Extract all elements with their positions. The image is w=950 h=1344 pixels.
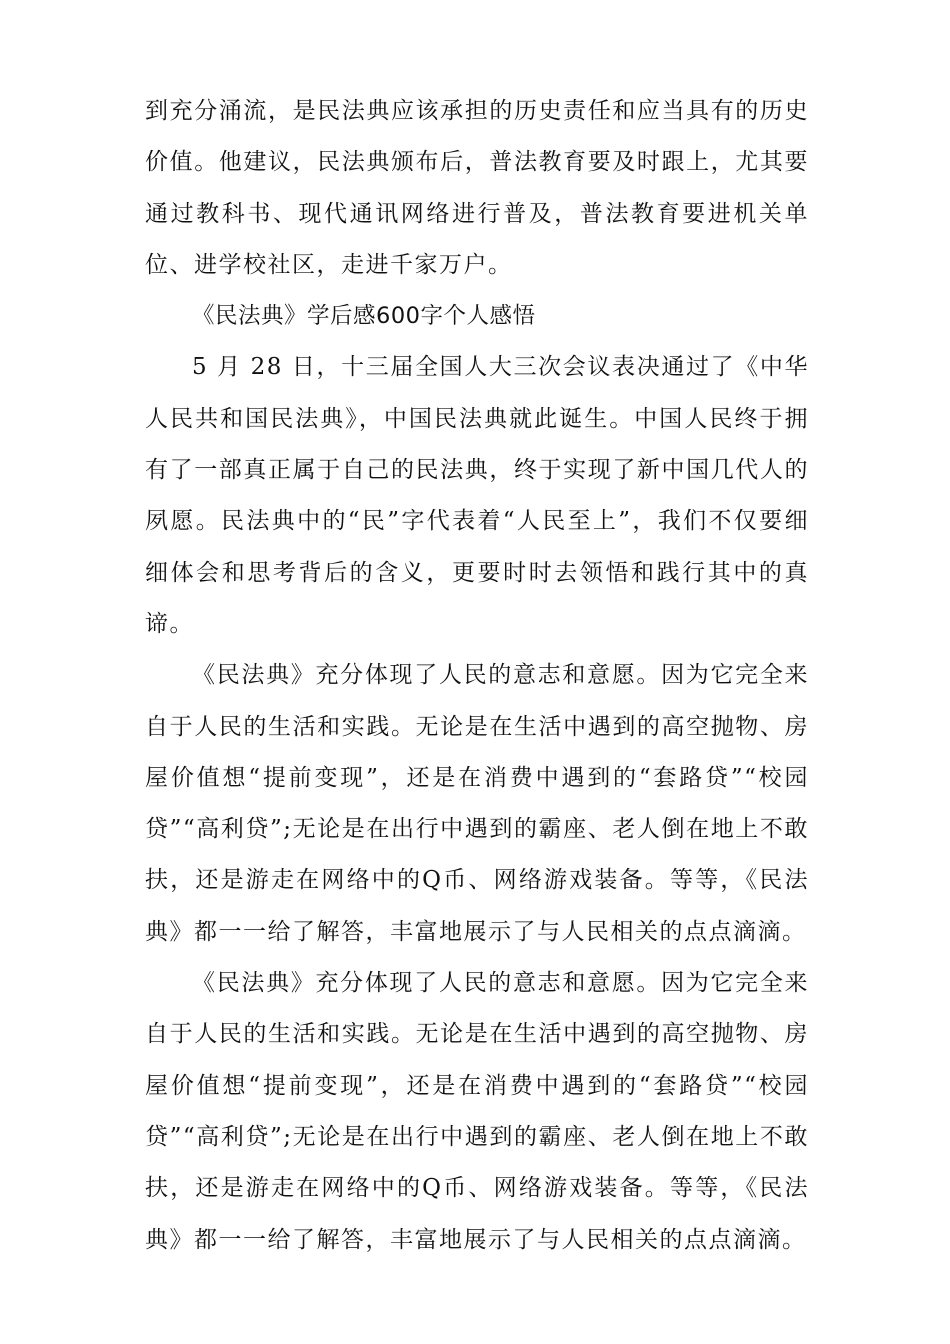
paragraph-body-1: 《民法典》充分体现了人民的意志和意愿。因为它完全来自于人民的生活和实践。无论是在生活中遇到的高空抛物、房屋价值想“提前变现”，还是在消费中遇到的“套路贷”“校园贷”“高利贷”;无论是在出行中遇到的霸座、老人倒在地上不敢扶，还是游走在网络中的Q币、网络游戏装备。等等，《民法典》都一一给了解答，丰富地展示了与人民相关的点点滴滴。 <box>145 662 809 945</box>
paragraph-continuation: 到充分涌流，是民法典应该承担的历史责任和应当具有的历史价值。他建议，民法典颁布后，普法教育要及时跟上，尤其要通过教科书、现代通讯网络进行普及，普法教育要进机关单位、进学校社区，走进千家万户。 <box>145 98 809 278</box>
document-body <box>145 86 809 1266</box>
section-heading: 《民法典》学后感600字个人感悟 <box>192 303 536 330</box>
paragraph-body-2: 《民法典》充分体现了人民的意志和意愿。因为它完全来自于人民的生活和实践。无论是在生活中遇到的高空抛物、房屋价值想“提前变现”，还是在消费中遇到的“套路贷”“校园贷”“高利贷”;无论是在出行中遇到的霸座、老人倒在地上不敢扶，还是游走在网络中的Q币、网络游戏装备。等等，《民法典》都一一给了解答，丰富地展示了与人民相关的点点滴滴。 <box>145 970 809 1253</box>
paragraph-intro: 5 月 28 日，十三届全国人大三次会议表决通过了《中华人民共和国民法典》，中国民法典就此诞生。中国人民终于拥有了一部真正属于自己的民法典，终于实现了新中国几代人的夙愿。民法典中的“民”字代表着“人民至上”，我们不仅要细细体会和思考背后的含义，更要时时去领悟和践行其中的真谛。 <box>145 354 809 637</box>
